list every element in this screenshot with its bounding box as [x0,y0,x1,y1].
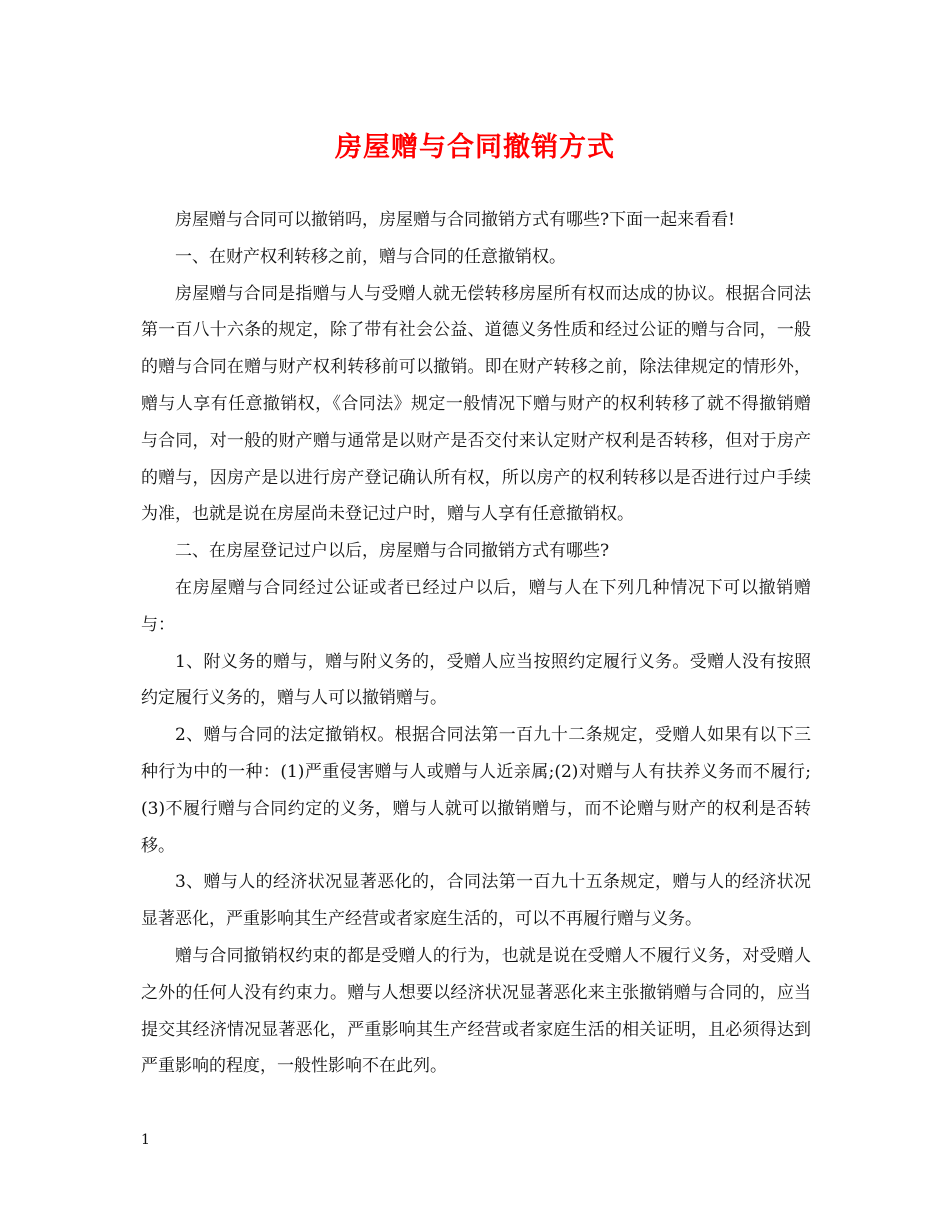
paragraph-heading-2: 二、在房屋登记过户以后，房屋赠与合同撤销方式有哪些? [175,541,610,562]
paragraph-body-1: 房屋赠与合同是指赠与人与受赠人就无偿转移房屋所有权而达成的协议。根据合同法第一百八十六条的规定，除了带有社会公益、道德义务性质和经过公证的赠与合同，一般的赠与合同在赠与财产权利转移前可以撤销。即在财产转移之前，除法律规定的情形外，赠与人享有任意撤销权，《合同法》规定一般情况下赠与财产的权利转移了就不得撤销赠与合同，对一般的财产赠与通常是以财产是否交付来认定财产权利是否转移，但对于房产的赠与，因房产是以进行房产登记确认所有权，所以房产的权利转移以是否进行过户手续为准，也就是说在房屋尚未登记过户时，赠与人享有任意撤销权。 [141,283,811,525]
document-body [141,202,811,1085]
paragraph-intro: 房屋赠与合同可以撤销吗，房屋赠与合同撤销方式有哪些?下面一起来看看! [175,210,735,230]
paragraph-item-1: 1、附义务的赠与，赠与附义务的，受赠人应当按照约定履行义务。受赠人没有按照约定履行义务的，赠与人可以撤销赠与。 [141,651,811,709]
paragraph-heading-1: 一、在财产权利转移之前，赠与合同的任意撤销权。 [175,246,566,267]
paragraph-body-2: 在房屋赠与合同经过公证或者已经过户以后，赠与人在下列几种情况下可以撤销赠与： [141,577,811,635]
page-number: 1 [141,1132,150,1148]
paragraph-conclusion: 赠与合同撤销权约束的都是受赠人的行为，也就是说在受赠人不履行义务，对受赠人之外的任何人没有约束力。赠与人想要以经济状况显著恶化来主张撤销赠与合同的，应当提交其经济情况显著恶化，严重影响其生产经营或者家庭生活的相关证明，且必须得达到严重影响的程度，一般性影响不在此列。 [141,945,811,1077]
paragraph-item-3: 3、赠与人的经济状况显著恶化的，合同法第一百九十五条规定，赠与人的经济状况显著恶化，严重影响其生产经营或者家庭生活的，可以不再履行赠与义务。 [141,872,811,930]
paragraph-item-2: 2、赠与合同的法定撤销权。根据合同法第一百九十二条规定，受赠人如果有以下三种行为中的一种：(1)严重侵害赠与人或赠与人近亲属;(2)对赠与人有扶养义务而不履行;(3)不履行赠与合同约定的义务，赠与人就可以撤销赠与，而不论赠与财产的权利是否转移。 [141,725,811,856]
document-title: 房屋赠与合同撤销方式 [335,132,615,163]
